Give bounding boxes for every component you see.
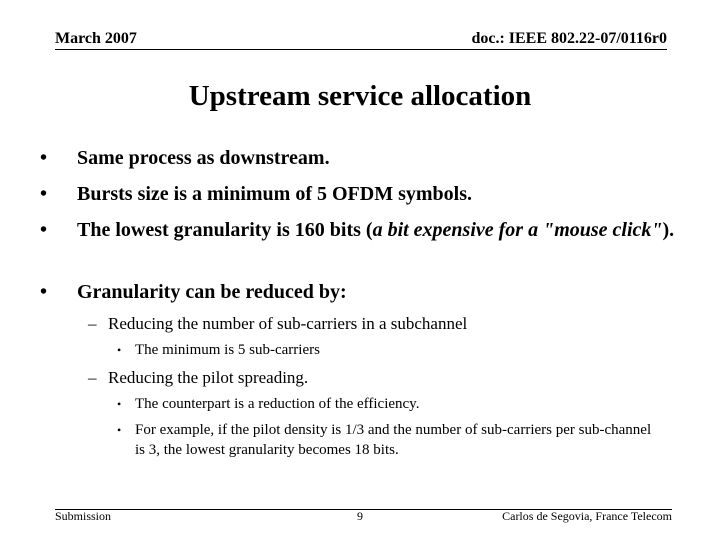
bullet-item xyxy=(40,146,680,170)
sub-bullet-marker: – xyxy=(88,368,97,387)
bullet-item xyxy=(40,218,680,242)
sub-sub-bullet-marker: • xyxy=(117,343,122,357)
bullet-marker: • xyxy=(40,219,48,241)
bullet-text-italic: a bit expensive for a "mouse click" xyxy=(372,219,663,241)
header-doc-id: doc.: IEEE 802.22-07/0116r0 xyxy=(471,30,667,47)
bullet-text-plain: The lowest granularity is 160 bits ( xyxy=(77,219,373,241)
sub-bullet-item xyxy=(88,313,668,335)
bullet-marker: • xyxy=(40,281,48,303)
sub-sub-bullet-text: The counterpart is a reduction of the efficiency. xyxy=(135,396,420,412)
sub-sub-bullet-item xyxy=(117,420,657,460)
sub-sub-bullet-item xyxy=(117,394,657,414)
sub-sub-bullet-item xyxy=(117,340,657,360)
sub-bullet-text: Reducing the pilot spreading. xyxy=(108,368,309,387)
header-divider xyxy=(55,49,667,50)
sub-bullet-item xyxy=(88,367,668,389)
bullet-item xyxy=(40,182,680,206)
bullet-text xyxy=(77,218,680,242)
sub-sub-bullet-text: For example, if the pilot density is 1/3 and the number of sub-carriers per sub-channel is 3, the lowest granularity becomes 18 bits. xyxy=(135,422,652,458)
bullet-text-suffix: ). xyxy=(662,219,675,241)
bullet-marker: • xyxy=(40,147,48,169)
bullet-item xyxy=(40,280,680,304)
page-number: 9 xyxy=(357,509,363,523)
footer-author: Carlos de Segovia, France Telecom xyxy=(502,509,672,523)
sub-sub-bullet-text: The minimum is 5 sub-carriers xyxy=(135,342,320,358)
bullet-marker: • xyxy=(40,183,48,205)
footer-submission: Submission xyxy=(55,509,112,523)
sub-bullet-text: Reducing the number of sub-carriers in a subchannel xyxy=(108,314,468,333)
sub-sub-bullet-marker: • xyxy=(117,423,122,437)
header-date: March 2007 xyxy=(55,30,137,47)
sub-sub-bullet-marker: • xyxy=(117,397,122,411)
sub-bullet-marker: – xyxy=(88,314,97,333)
slide-title: Upstream service allocation xyxy=(188,80,532,112)
bullet-text: Same process as downstream. xyxy=(77,147,330,169)
bullet-text: Bursts size is a minimum of 5 OFDM symbols. xyxy=(77,183,472,205)
bullet-text: Granularity can be reduced by: xyxy=(77,281,347,303)
